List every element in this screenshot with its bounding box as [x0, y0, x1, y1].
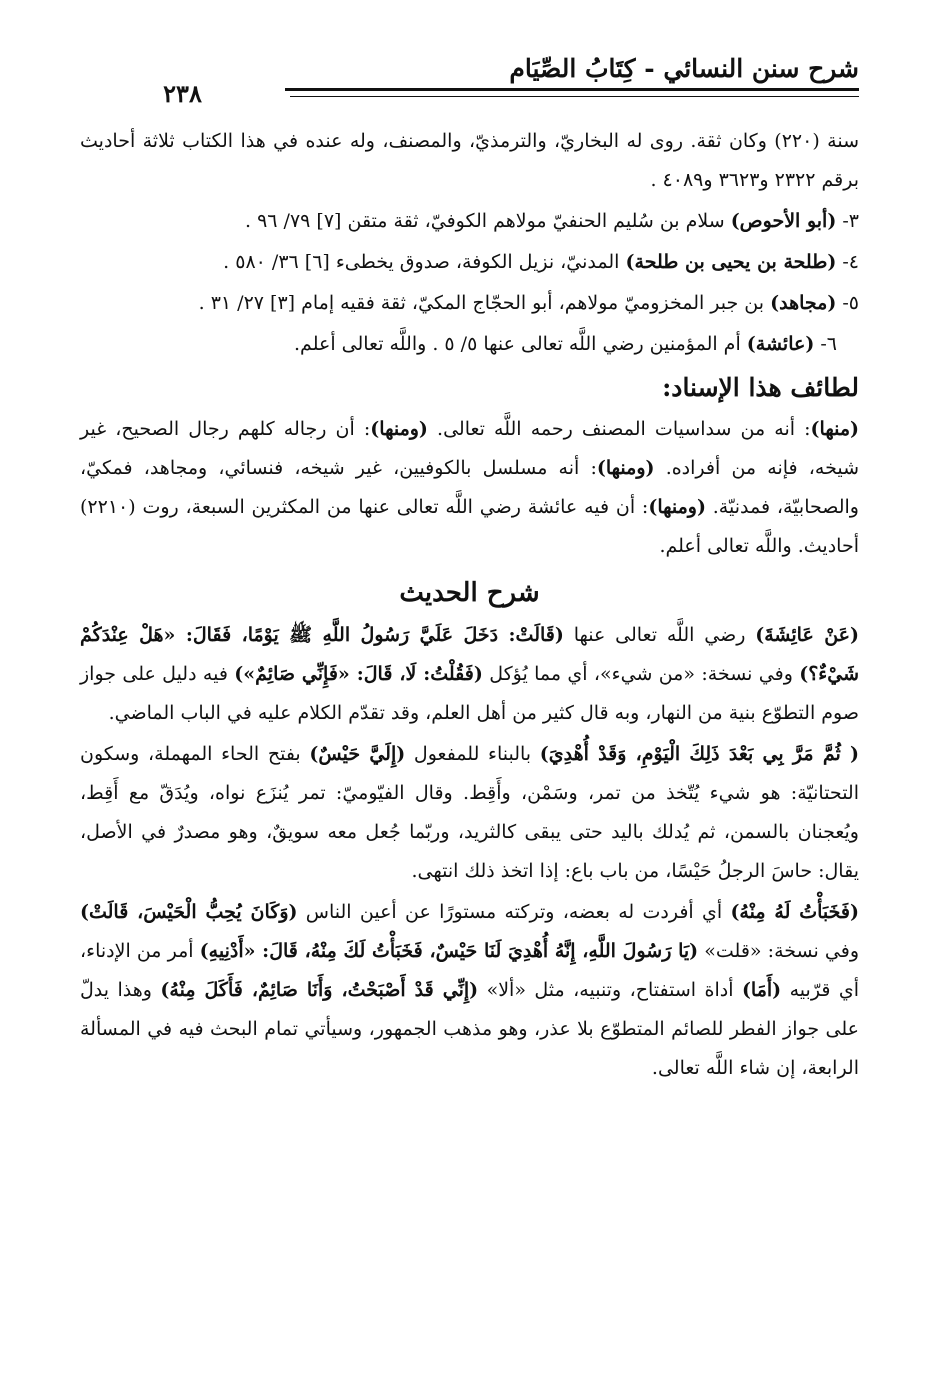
- sharh-paragraph-3: [80, 893, 859, 1088]
- isnad-paragraph: [80, 410, 859, 566]
- isnad-text: : أنه من سداسيات المصنف رحمه اللَّه تعالى.: [437, 418, 811, 440]
- running-title: شرح سنن النسائي - كِتَابُ الصِّيَام: [509, 54, 859, 83]
- sharh-paragraph-1: [80, 616, 859, 733]
- isnad-text: : أنه مسلسل بالكوفيين، غير شيخه، فنسائي، ومجاهد، فمكيّ، والصحابيّة، فمدنيّة.: [80, 457, 859, 518]
- narrator-name: (عائشة): [746, 333, 815, 355]
- hadith-text: (يَا رَسُولَ اللَّهِ، إِنَّهُ أُهْدِيَ لَنَا حَيْسٌ، فَخَبَأْتُ لَكَ مِنْهُ، قَالَ: «أَدْنِيهِ): [199, 940, 699, 962]
- commentary-text: أمر من الإدناء، أي قرّبيه: [80, 940, 859, 1001]
- hadith-text: (فَقُلْتُ: لَا، قَالَ: «فَإِنِّي صَائِمٌ»): [234, 663, 483, 685]
- narrator-number: ٤-: [842, 251, 859, 273]
- isnad-keyword: (ومنها): [648, 496, 706, 518]
- commentary-text: أي أفردت له بعضه، وتركته مستورًا عن أعين الناس: [297, 901, 731, 923]
- narrator-text: المدنيّ، نزيل الكوفة، صدوق يخطىء [٦] ٣٦/ ٥٨٠ .: [223, 251, 620, 273]
- narrator-name: (أبو الأحوص): [730, 210, 837, 232]
- commentary-text: بالبناء للمفعول: [405, 743, 540, 765]
- hadith-text: (إِنِّي قَدْ أَصْبَحْتُ، وَأَنَا صَائِمٌ، فَأَكَلَ مِنْهُ): [160, 979, 479, 1001]
- narrator-4: [80, 243, 859, 282]
- isnad-keyword: (منها): [810, 418, 859, 440]
- narrator-number: ٥-: [842, 292, 859, 314]
- hadith-text: (إِلَيَّ حَيْسٌ): [309, 743, 406, 765]
- hadith-text: (وَكَانَ يُحِبُّ الْحَيْسَ، قَالَتْ): [80, 901, 298, 923]
- page-number: ٢٣٨: [80, 81, 285, 107]
- isnad-text: : أن فيه عائشة رضي اللَّه تعالى عنها من المكثرين السبعة، روت (٢٢١٠) أحاديث. واللَّه تعالى أعلم.: [80, 496, 859, 557]
- narrator-5: [80, 284, 859, 323]
- commentary-text: وهذا يدلّ على جواز الفطر للصائم المتطوّع بلا عذر، وهو مذهب الجمهور، وسيأتي تمام البحث فيه في المسألة الرابعة، إن شاء اللَّه تعالى.: [80, 979, 859, 1079]
- hadith-text: (عَنْ عَائِشَةَ): [755, 624, 859, 646]
- isnad-keyword: (ومنها): [596, 457, 655, 479]
- commentary-text: فيه دليل على جواز صوم التطوّع بنية من النهار، وبه قال كثير من أهل العلم، وقد تقدّم الكلام عليه في الباب الماضي.: [80, 663, 859, 724]
- commentary-text: وفي نسخة: «قلت»: [698, 940, 859, 962]
- hadith-text: (أَمَا): [741, 979, 782, 1001]
- hadith-text: (قَالَتْ: دَخَلَ عَلَيَّ رَسُولُ اللَّهِ ﷺ يَوْمًا، فَقَالَ: «هَلْ عِنْدَكُمْ شَيْءٌ؟): [80, 624, 859, 685]
- header-rule-thin: [290, 96, 859, 97]
- hadith-text: ( ثُمَّ مَرَّ بِي بَعْدَ ذَلِكَ الْيَوْمِ، وَقَدْ أُهْدِيَ): [539, 743, 859, 765]
- commentary-text: أداة استفتاح، وتنبيه، مثل «ألا»: [478, 979, 742, 1001]
- narrator-text: بن جبر المخزوميّ مولاهم، أبو الحجّاج المكيّ، ثقة فقيه إمام [٣] ٢٧/ ٣١ .: [198, 292, 765, 314]
- narrator-name: (طلحة بن يحيى بن طلحة): [625, 251, 837, 273]
- narrator-6: [80, 325, 859, 364]
- commentary-text: رضي اللَّه تعالى عنها: [563, 624, 756, 646]
- narrator-continuation: سنة (٢٢٠) وكان ثقة. روى له البخاريّ، والترمذيّ، والمصنف، وله عنده في هذا الكتاب ثلاثة أحاديث برقم ٢٣٢٢ و٣٦٢٣ و٤٠٨٩ .: [80, 130, 859, 191]
- sharh-paragraph-2: [80, 735, 859, 891]
- page-header: [80, 48, 859, 108]
- isnad-text: : أن رجاله كلهم رجال الصحيح، غير شيخه، فإنه من أفراده.: [80, 418, 860, 479]
- commentary-text: بفتح الحاء المهملة، وسكون التحتانيّة: هو شيء يُتّخذ من تمر، وسَمْن، وأَقِط. وقال الفيّوميّ: تمر يُنزَع نواه، ويُدَقّ مع أَقِط، ويُعجنان بالسمن، ثم يُدلك باليد حتى يبقى كالثريد، وربّما جُعل معه سويقٌ، وهو مصدرٌ في الأصل، يقال: حاسَ الرجلُ حَيْسًا، من باب باع: إذا اتخذ ذلك انتهى.: [80, 743, 859, 882]
- isnad-keyword: (ومنها): [370, 418, 428, 440]
- sharh-heading: شرح الحديث: [399, 578, 540, 608]
- page-body: [80, 122, 859, 1090]
- narrator-text: أم المؤمنين رضي اللَّه تعالى عنها ٥/ ٥ . واللَّه تعالى أعلم.: [294, 333, 741, 355]
- narrator-number: ٦-: [820, 333, 837, 355]
- narrator-number: ٣-: [842, 210, 859, 232]
- narrator-3: [80, 202, 859, 241]
- isnad-heading: لطائف هذا الإسناد:: [662, 373, 859, 402]
- narrator-name: (مجاهد): [770, 292, 837, 314]
- narrator-text: سلام بن سُليم الحنفيّ مولاهم الكوفيّ، ثقة متقن [٧] ٧٩/ ٩٦ .: [244, 210, 725, 232]
- commentary-text: وفي نسخة: «من شيء»، أي مما يُؤكل: [482, 663, 800, 685]
- hadith-text: (فَخَبَأْتُ لَهُ مِنْهُ): [730, 901, 859, 923]
